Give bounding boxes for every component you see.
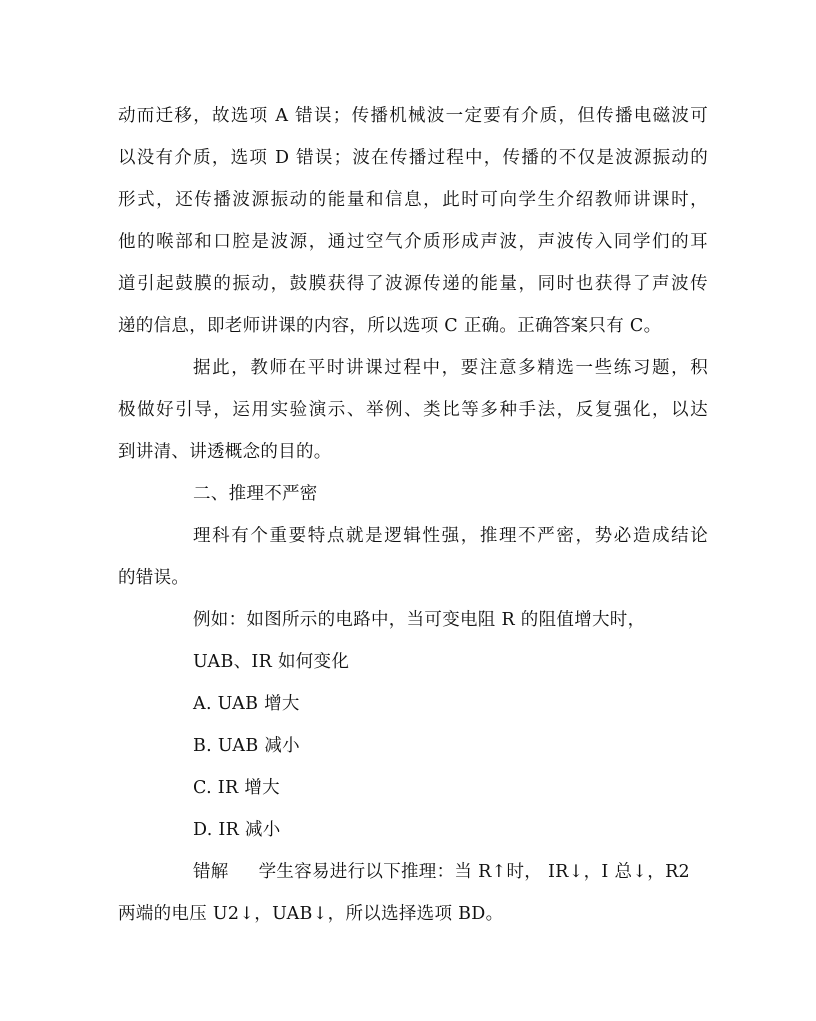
paragraph-line-6: 递的信息，即老师讲课的内容，所以选项 C 正确。正确答案只有 C。 [118,316,662,336]
option-d: D. IR 减小 [193,820,281,840]
paragraph-line-11: 的错误。 [118,568,190,588]
error-analysis-line [193,860,708,884]
paragraph-line-10: 理科有个重要特点就是逻辑性强，推理不严密，势必造成结论 [193,526,708,546]
paragraph-line-9: 到讲清、讲透概念的目的。 [118,442,332,462]
error-analysis-continuation: 两端的电压 U2↓，UAB↓，所以选择选项 BD。 [118,904,504,924]
paragraph-line-8: 极做好引导，运用实验演示、举例、类比等多种手法，反复强化，以达 [118,400,708,420]
option-a: A. UAB 增大 [193,694,300,714]
paragraph-line-5: 道引起鼓膜的振动，鼓膜获得了波源传递的能量，同时也获得了声波传 [118,274,708,294]
error-label: 错解 [193,862,229,882]
paragraph-line-3: 形式，还传播波源振动的能量和信息，此时可向学生介绍教师讲课时， [118,190,708,210]
paragraph-line-4: 他的喉部和口腔是波源，通过空气介质形成声波，声波传入同学们的耳 [118,232,708,252]
section-heading: 二、推理不严密 [193,484,318,504]
option-c: C. IR 增大 [193,778,280,798]
paragraph-line-2: 以没有介质，选项 D 错误；波在传播过程中，传播的不仅是波源振动的 [118,148,708,168]
example-intro: 例如：如图所示的电路中，当可变电阻 R 的阻值增大时， [193,610,646,630]
example-question: UAB、IR 如何变化 [193,652,350,672]
error-reasoning: 学生容易进行以下推理：当 R↑时， IR↓，I 总↓，R2 [258,862,690,882]
option-b: B. UAB 减小 [193,736,300,756]
paragraph-line-1: 动而迁移，故选项 A 错误；传播机械波一定要有介质，但传播电磁波可 [118,106,708,126]
paragraph-line-7: 据此，教师在平时讲课过程中，要注意多精选一些练习题，积 [193,358,708,378]
